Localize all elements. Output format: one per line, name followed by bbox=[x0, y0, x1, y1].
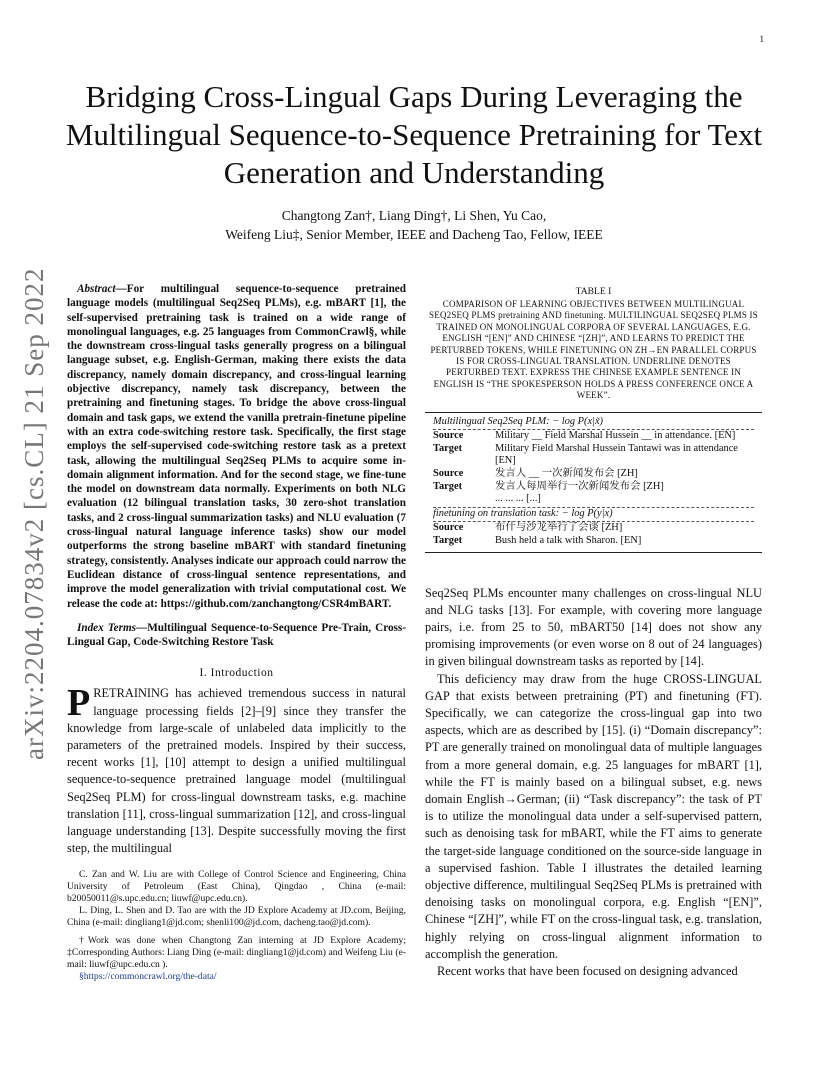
index-terms bbox=[67, 621, 406, 650]
authors-line-1: Changtong Zan†, Liang Ding†, Li Shen, Yu Cao, bbox=[281, 208, 547, 223]
abstract-label: Abstract bbox=[77, 283, 116, 295]
row-key: Source bbox=[433, 522, 464, 534]
row-key: Source bbox=[433, 468, 464, 480]
row-key: Target bbox=[433, 442, 463, 454]
table-row bbox=[433, 443, 754, 468]
row-value: 布什与沙龙举行了会谈 [ZH] bbox=[495, 522, 623, 534]
table-section-finetuning: finetuning on translation task: − log P(y|x) bbox=[433, 507, 754, 523]
table-row bbox=[433, 535, 754, 548]
row-key: Target bbox=[433, 535, 463, 546]
row-key: Source bbox=[433, 430, 464, 442]
paper-title: Bridging Cross-Lingual Gaps During Leveraging the Multilingual Sequence-to-Sequence Pretraining for Text Generation and Understanding bbox=[65, 79, 763, 190]
table-caption: COMPARISON OF LEARNING OBJECTIVES BETWEEN MULTILINGUAL SEQ2SEQ PLMS pretraining AND finetuning. MULTILINGUAL SEQ2SEQ PLMS IS TRAINED ON MONOLINGUAL CORPORA OF SEVERAL LANGUAGES, E.G. ENGLISH “[EN]” AND CHINESE “[ZH]”, AND LEARNS TO PREDICT THE PERTURBED TOKENS, WHILE FINETUNING ON ZH→EN PARALLEL CORPUS IS FOR CROSS-LINGUAL TRANSLATION. UNDERLINE DENOTES PERTURBED TEXT. EXPRESS THE CHINESE EXAMPLE SENTENCE IN ENGLISH IS “THE SPOKESPERSON HOLDS A PRESS CONFERENCE ONCE A WEEK”. bbox=[429, 299, 758, 401]
table-row bbox=[433, 468, 754, 481]
author-block bbox=[60, 206, 768, 244]
footnote: C. Zan and W. Liu are with College of Control Science and Engineering, China University of Petroleum (East China), Qingdao , China (e-mail: b20050011@s.upc.edu.cn; liuwf@upc.edu.cn). bbox=[67, 869, 406, 905]
right-paragraph: This deficiency may draw from the huge CROSS-LINGUAL GAP that exists between pretraining (PT) and finetuning (FT). Specifically, we can categorize the cross-lingual gap into two aspects, which are as described by [15]. (i) “Domain discrepancy”: PT are generally trained on monolingual data of multiple languages from a more general domain, e.g. 25 languages for mBART [1], while the FT is mainly based on a bilingual subset, e.g. news domain English→German; (ii) “Task discrepancy”: the task of PT is to utilize the monolingual data under a self-supervised pattern, such as denoising task for mBART, while the FT aims to generate the target-side language conditioned on the source-side language in a supervised fashion. Table I illustrates the detailed learning objective difference, multilingual Seq2Seq PLMs is pretrained with denoising tasks on monolingual corpora, e.g. English “[EN]”, Chinese “[ZH]”, while FT on the cross-lingual task, e.g. translation, highly relying on cross-lingual alignment information to accomplish the generation. bbox=[425, 671, 762, 961]
table-label: TABLE I bbox=[575, 286, 612, 297]
table-row bbox=[433, 430, 754, 443]
footnote: †Work was done when Changtong Zan interning at JD Explore Academy; ‡Corresponding Authors: Liang Ding (e-mail: dingliang1@jd.com) and Weifeng Liu (e-mail: liuwf@upc.edu.cn ). bbox=[67, 935, 406, 971]
row-value: Military __ Field Marshal Hussein __ in attendance. [EN] bbox=[495, 430, 736, 442]
row-value: Bush held a talk with Sharon. [EN] bbox=[495, 535, 642, 546]
row-key bbox=[433, 493, 495, 506]
drop-cap: P bbox=[67, 682, 91, 725]
right-paragraph: Recent works that have been focused on designing advanced bbox=[437, 964, 738, 979]
page-number: 1 bbox=[759, 34, 764, 44]
objective-table bbox=[425, 412, 762, 553]
arxiv-stamp: arXiv:2204.07834v2 [cs.CL] 21 Sep 2022 bbox=[19, 267, 49, 760]
abstract bbox=[67, 282, 406, 611]
intro-text: RETRAINING has achieved tremendous success in natural language processing fields [2]–[9] since they transfer the knowledge from large-scale of unlabeled data implicitly to the parameters of the pretrained models. Inspired by their success, recent works [1], [10] attempt to design a unified multilingual sequence-to-sequence pretrained language model (multilingual Seq2Seq PLM) for cross-lingual downstream tasks, e.g. machine translation [11], cross-lingual summarization [12], and cross-lingual language understanding [13]. Despite successfully moving the first step, the multilingual bbox=[67, 686, 406, 856]
table-row bbox=[433, 481, 754, 494]
right-paragraph: Seq2Seq PLMs encounter many challenges on cross-lingual NLU and NLG tasks [13]. For example, with covering more language pairs, i.e. from 25 to 50, mBART50 [14] does not show any promising improvements (or even worse on 8 out of 24 languages) in given bilingual downstream tasks as reported by [14]. bbox=[425, 585, 762, 669]
row-value: 发言人 __ 一次新闻发布会 [ZH] bbox=[495, 468, 638, 480]
table-row bbox=[433, 522, 754, 535]
table-section-pretraining: Multilingual Seq2Seq PLM: − log P(x|x̃) bbox=[433, 416, 754, 431]
footnote-link[interactable]: §https://commoncrawl.org/the-data/ bbox=[79, 971, 217, 983]
row-value: 发言人每周举行一次新闻发布会 [ZH] bbox=[495, 480, 664, 492]
footnotes bbox=[67, 869, 406, 983]
table-row bbox=[433, 493, 754, 506]
index-terms-label: Index Terms bbox=[77, 621, 137, 634]
footnote: L. Ding, L. Shen and D. Tao are with the JD Explore Academy at JD.com, Beijing, China (e-mail: dingliang1@jd.com; shenli100@jd.com, dacheng.tao@jd.com). bbox=[67, 905, 406, 929]
left-column bbox=[67, 282, 406, 983]
section-heading: I. Introduction bbox=[199, 667, 274, 680]
right-column bbox=[425, 286, 762, 980]
row-value: ... ... ... [...] bbox=[495, 493, 541, 505]
authors-line-2: Weifeng Liu‡, Senior Member, IEEE and Dacheng Tao, Fellow, IEEE bbox=[225, 227, 603, 242]
intro-paragraph bbox=[67, 682, 406, 857]
index-terms-text: —Multilingual Sequence-to-Sequence Pre-Train, Cross-Lingual Gap, Code-Switching Restore Task bbox=[67, 621, 406, 649]
abstract-text: —For multilingual sequence-to-sequence pretrained language models (multilingual Seq2Seq PLMs), e.g. mBART [1], the self-supervised pretraining task is trained on a wide range of monolingual languages, e.g. 25 languages from CommonCrawl§, while the downstream cross-lingual tasks generally progress on a bilingual language subset, e.g. English-German, making there exists the data discrepancy, namely domain discrepancy, and cross-lingual learning objective discrepancy, namely task discrepancy, between the pretraining and finetuning stages. To bridge the above cross-lingual domain and task gaps, we extend the vanilla pretrain-finetune pipeline with an extra code-switching restore task. Specifically, the first stage employs the self-supervised code-switching restore task as a pretext task, allowing the multilingual Seq2Seq PLMs to acquire some in-domain alignment information. And for the second stage, we fine-tune the model on downstream data normally. Experiments on both NLG evaluation (12 bilingual translation tasks, 30 zero-shot translation tasks, and 2 cross-lingual summarization tasks) and NLU evaluation (7 cross-lingual natural language inference tasks) show our model outperforms the strong baseline mBART with standard finetuning strategy, consistently. Analyses indicate our approach could narrow the Euclidean distance of cross-lingual sentence representations, and improve the model generalization with trivial computational cost. We release the code at: https://github.com/zanchangtong/CSR4mBART. bbox=[67, 283, 406, 610]
row-key: Target bbox=[433, 480, 463, 492]
row-value: Military Field Marshal Hussein Tantawi was in attendance [EN] bbox=[495, 442, 738, 467]
